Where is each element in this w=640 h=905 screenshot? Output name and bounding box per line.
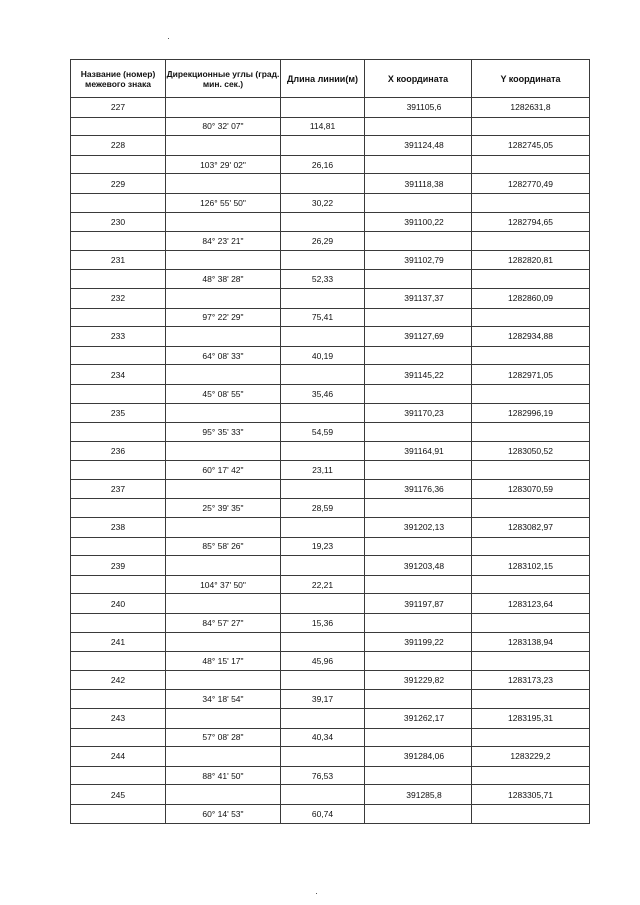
mark-name-cell-empty (71, 728, 166, 747)
mark-name-cell-empty (71, 575, 166, 594)
mark-name-cell-empty (71, 117, 166, 136)
table-row-segment (71, 728, 590, 747)
direction-angle-cell: 85° 58' 26" (166, 537, 281, 556)
direction-angle-cell: 103° 29' 02" (166, 155, 281, 174)
line-length-cell: 114,81 (281, 117, 365, 136)
x-coordinate-cell: 391127,69 (365, 327, 472, 347)
line-length-cell: 26,29 (281, 232, 365, 251)
y-coordinate-cell: 1282770,49 (472, 174, 590, 194)
line-length-cell: 15,36 (281, 614, 365, 633)
table-row-segment (71, 155, 590, 174)
mark-name-cell: 239 (71, 556, 166, 576)
table-row-mark (71, 403, 590, 423)
y-coordinate-cell-empty (472, 384, 590, 403)
x-coordinate-cell: 391170,23 (365, 403, 472, 423)
x-coordinate-cell: 391197,87 (365, 594, 472, 614)
y-coordinate-cell-empty (472, 575, 590, 594)
y-coordinate-cell: 1283070,59 (472, 479, 590, 499)
x-coordinate-cell-empty (365, 804, 472, 823)
mark-name-cell: 235 (71, 403, 166, 423)
line-length-cell: 40,19 (281, 346, 365, 365)
table-row-mark (71, 250, 590, 270)
length-cell-empty (281, 518, 365, 538)
header-x-coordinate: X координата (365, 60, 472, 98)
line-length-cell: 19,23 (281, 537, 365, 556)
y-coordinate-cell-empty (472, 270, 590, 289)
direction-angle-cell: 84° 23' 21" (166, 232, 281, 251)
x-coordinate-cell: 391284,06 (365, 747, 472, 767)
line-length-cell: 30,22 (281, 193, 365, 212)
table-row-mark (71, 288, 590, 308)
y-coordinate-cell: 1282745,05 (472, 136, 590, 156)
x-coordinate-cell-empty (365, 499, 472, 518)
length-cell-empty (281, 403, 365, 423)
x-coordinate-cell: 391118,38 (365, 174, 472, 194)
x-coordinate-cell: 391203,48 (365, 556, 472, 576)
mark-name-cell-empty (71, 804, 166, 823)
table-row-mark (71, 556, 590, 576)
x-coordinate-cell-empty (365, 384, 472, 403)
table-row-mark (71, 327, 590, 347)
x-coordinate-cell: 391102,79 (365, 250, 472, 270)
y-coordinate-cell: 1282794,65 (472, 212, 590, 232)
line-length-cell: 76,53 (281, 766, 365, 785)
table-row-segment (71, 537, 590, 556)
direction-angle-cell: 60° 17' 42" (166, 461, 281, 480)
line-length-cell: 40,34 (281, 728, 365, 747)
length-cell-empty (281, 365, 365, 385)
mark-name-cell-empty (71, 461, 166, 480)
direction-angle-cell: 84° 57' 27" (166, 614, 281, 633)
mark-name-cell-empty (71, 346, 166, 365)
length-cell-empty (281, 594, 365, 614)
line-length-cell: 54,59 (281, 423, 365, 442)
table-row-segment (71, 270, 590, 289)
length-cell-empty (281, 785, 365, 805)
table-row-segment (71, 423, 590, 442)
scan-speck (168, 38, 169, 39)
mark-name-cell: 244 (71, 747, 166, 767)
header-line-length: Длина линии(м) (281, 60, 365, 98)
angle-cell-empty (166, 403, 281, 423)
table-row-mark (71, 365, 590, 385)
table-row-mark (71, 441, 590, 461)
angle-cell-empty (166, 136, 281, 156)
y-coordinate-cell: 1283082,97 (472, 518, 590, 538)
angle-cell-empty (166, 288, 281, 308)
angle-cell-empty (166, 365, 281, 385)
angle-cell-empty (166, 709, 281, 729)
length-cell-empty (281, 670, 365, 690)
x-coordinate-cell: 391285,8 (365, 785, 472, 805)
length-cell-empty (281, 136, 365, 156)
header-y-coordinate: Y координата (472, 60, 590, 98)
angle-cell-empty (166, 785, 281, 805)
direction-angle-cell: 104° 37' 50" (166, 575, 281, 594)
table-row-segment (71, 499, 590, 518)
y-coordinate-cell: 1283102,15 (472, 556, 590, 576)
mark-name-cell: 231 (71, 250, 166, 270)
table-row-segment (71, 690, 590, 709)
mark-name-cell-empty (71, 766, 166, 785)
mark-name-cell: 228 (71, 136, 166, 156)
y-coordinate-cell-empty (472, 155, 590, 174)
table-row-mark (71, 98, 590, 118)
y-coordinate-cell-empty (472, 766, 590, 785)
direction-angle-cell: 25° 39' 35" (166, 499, 281, 518)
mark-name-cell: 238 (71, 518, 166, 538)
x-coordinate-cell-empty (365, 690, 472, 709)
table-row-segment (71, 346, 590, 365)
table-row-segment (71, 614, 590, 633)
angle-cell-empty (166, 250, 281, 270)
y-coordinate-cell: 1283305,71 (472, 785, 590, 805)
angle-cell-empty (166, 327, 281, 347)
y-coordinate-cell-empty (472, 728, 590, 747)
line-length-cell: 35,46 (281, 384, 365, 403)
table-row-segment (71, 652, 590, 671)
length-cell-empty (281, 632, 365, 652)
direction-angle-cell: 48° 15' 17" (166, 652, 281, 671)
angle-cell-empty (166, 747, 281, 767)
length-cell-empty (281, 174, 365, 194)
y-coordinate-cell-empty (472, 690, 590, 709)
length-cell-empty (281, 709, 365, 729)
mark-name-cell: 245 (71, 785, 166, 805)
x-coordinate-cell: 391262,17 (365, 709, 472, 729)
direction-angle-cell: 64° 08' 33" (166, 346, 281, 365)
mark-name-cell-empty (71, 232, 166, 251)
length-cell-empty (281, 288, 365, 308)
angle-cell-empty (166, 670, 281, 690)
mark-name-cell: 233 (71, 327, 166, 347)
line-length-cell: 52,33 (281, 270, 365, 289)
line-length-cell: 22,21 (281, 575, 365, 594)
mark-name-cell: 229 (71, 174, 166, 194)
direction-angle-cell: 97° 22' 29" (166, 308, 281, 327)
x-coordinate-cell-empty (365, 346, 472, 365)
direction-angle-cell: 88° 41' 50" (166, 766, 281, 785)
direction-angle-cell: 57° 08' 28" (166, 728, 281, 747)
x-coordinate-cell-empty (365, 270, 472, 289)
direction-angle-cell: 45° 08' 55" (166, 384, 281, 403)
boundary-coordinates-table (70, 59, 590, 824)
x-coordinate-cell: 391105,6 (365, 98, 472, 118)
y-coordinate-cell: 1282860,09 (472, 288, 590, 308)
length-cell-empty (281, 212, 365, 232)
x-coordinate-cell-empty (365, 537, 472, 556)
mark-name-cell-empty (71, 270, 166, 289)
angle-cell-empty (166, 556, 281, 576)
angle-cell-empty (166, 212, 281, 232)
y-coordinate-cell-empty (472, 652, 590, 671)
mark-name-cell-empty (71, 308, 166, 327)
y-coordinate-cell-empty (472, 232, 590, 251)
mark-name-cell: 241 (71, 632, 166, 652)
direction-angle-cell: 80° 32' 07" (166, 117, 281, 136)
y-coordinate-cell-empty (472, 346, 590, 365)
line-length-cell: 75,41 (281, 308, 365, 327)
table-row-mark (71, 136, 590, 156)
line-length-cell: 60,74 (281, 804, 365, 823)
table-row-segment (71, 461, 590, 480)
y-coordinate-cell: 1282996,19 (472, 403, 590, 423)
mark-name-cell-empty (71, 423, 166, 442)
angle-cell-empty (166, 174, 281, 194)
angle-cell-empty (166, 441, 281, 461)
table-row-mark (71, 212, 590, 232)
table-row-segment (71, 804, 590, 823)
table-row-mark (71, 670, 590, 690)
x-coordinate-cell: 391229,82 (365, 670, 472, 690)
table-row-mark (71, 174, 590, 194)
table-row-segment (71, 232, 590, 251)
y-coordinate-cell-empty (472, 499, 590, 518)
x-coordinate-cell: 391202,13 (365, 518, 472, 538)
line-length-cell: 26,16 (281, 155, 365, 174)
line-length-cell: 28,59 (281, 499, 365, 518)
header-direction-angle: Дирекционные углы (град. мин. сек.) (166, 60, 281, 98)
direction-angle-cell: 95° 35' 33" (166, 423, 281, 442)
y-coordinate-cell-empty (472, 193, 590, 212)
mark-name-cell: 230 (71, 212, 166, 232)
table-header (71, 60, 590, 98)
mark-name-cell-empty (71, 652, 166, 671)
x-coordinate-cell: 391199,22 (365, 632, 472, 652)
y-coordinate-cell-empty (472, 117, 590, 136)
table-row-segment (71, 766, 590, 785)
mark-name-cell-empty (71, 690, 166, 709)
y-coordinate-cell-empty (472, 804, 590, 823)
x-coordinate-cell: 391100,22 (365, 212, 472, 232)
table-row-mark (71, 594, 590, 614)
line-length-cell: 23,11 (281, 461, 365, 480)
mark-name-cell-empty (71, 193, 166, 212)
x-coordinate-cell-empty (365, 652, 472, 671)
direction-angle-cell: 126° 55' 50" (166, 193, 281, 212)
x-coordinate-cell: 391164,91 (365, 441, 472, 461)
mark-name-cell: 234 (71, 365, 166, 385)
y-coordinate-cell: 1282934,88 (472, 327, 590, 347)
y-coordinate-cell: 1283195,31 (472, 709, 590, 729)
table-row-segment (71, 117, 590, 136)
table-row-mark (71, 479, 590, 499)
mark-name-cell: 240 (71, 594, 166, 614)
direction-angle-cell: 48° 38' 28" (166, 270, 281, 289)
length-cell-empty (281, 327, 365, 347)
x-coordinate-cell-empty (365, 193, 472, 212)
angle-cell-empty (166, 518, 281, 538)
angle-cell-empty (166, 632, 281, 652)
x-coordinate-cell-empty (365, 614, 472, 633)
x-coordinate-cell: 391137,37 (365, 288, 472, 308)
y-coordinate-cell-empty (472, 423, 590, 442)
y-coordinate-cell: 1282971,05 (472, 365, 590, 385)
x-coordinate-cell-empty (365, 766, 472, 785)
y-coordinate-cell-empty (472, 308, 590, 327)
mark-name-cell-empty (71, 155, 166, 174)
scan-speck (316, 893, 317, 894)
y-coordinate-cell: 1283050,52 (472, 441, 590, 461)
direction-angle-cell: 34° 18' 54" (166, 690, 281, 709)
length-cell-empty (281, 556, 365, 576)
y-coordinate-cell-empty (472, 461, 590, 480)
y-coordinate-cell: 1283123,64 (472, 594, 590, 614)
table-row-segment (71, 384, 590, 403)
x-coordinate-cell-empty (365, 117, 472, 136)
x-coordinate-cell-empty (365, 461, 472, 480)
table-row-segment (71, 193, 590, 212)
length-cell-empty (281, 479, 365, 499)
y-coordinate-cell: 1282631,8 (472, 98, 590, 118)
table-row-mark (71, 785, 590, 805)
mark-name-cell-empty (71, 614, 166, 633)
x-coordinate-cell-empty (365, 423, 472, 442)
mark-name-cell: 227 (71, 98, 166, 118)
angle-cell-empty (166, 479, 281, 499)
table-body (71, 98, 590, 824)
x-coordinate-cell-empty (365, 308, 472, 327)
length-cell-empty (281, 747, 365, 767)
angle-cell-empty (166, 98, 281, 118)
table-row-mark (71, 747, 590, 767)
x-coordinate-cell: 391124,48 (365, 136, 472, 156)
table-row-segment (71, 575, 590, 594)
y-coordinate-cell-empty (472, 537, 590, 556)
angle-cell-empty (166, 594, 281, 614)
x-coordinate-cell: 391176,36 (365, 479, 472, 499)
x-coordinate-cell-empty (365, 155, 472, 174)
table-row-segment (71, 308, 590, 327)
mark-name-cell: 242 (71, 670, 166, 690)
y-coordinate-cell: 1282820,81 (472, 250, 590, 270)
length-cell-empty (281, 441, 365, 461)
length-cell-empty (281, 250, 365, 270)
line-length-cell: 45,96 (281, 652, 365, 671)
header-mark-name: Название (номер) межевого знака (71, 60, 166, 98)
y-coordinate-cell: 1283173,23 (472, 670, 590, 690)
x-coordinate-cell-empty (365, 232, 472, 251)
direction-angle-cell: 60° 14' 53" (166, 804, 281, 823)
x-coordinate-cell-empty (365, 575, 472, 594)
mark-name-cell-empty (71, 499, 166, 518)
mark-name-cell: 232 (71, 288, 166, 308)
y-coordinate-cell: 1283138,94 (472, 632, 590, 652)
x-coordinate-cell: 391145,22 (365, 365, 472, 385)
mark-name-cell-empty (71, 384, 166, 403)
table-row-mark (71, 632, 590, 652)
x-coordinate-cell-empty (365, 728, 472, 747)
table-row-mark (71, 518, 590, 538)
y-coordinate-cell: 1283229,2 (472, 747, 590, 767)
mark-name-cell: 237 (71, 479, 166, 499)
header-row (71, 60, 590, 98)
mark-name-cell-empty (71, 537, 166, 556)
length-cell-empty (281, 98, 365, 118)
line-length-cell: 39,17 (281, 690, 365, 709)
table-row-mark (71, 709, 590, 729)
mark-name-cell: 243 (71, 709, 166, 729)
boundary-coordinates-sheet (70, 59, 589, 847)
mark-name-cell: 236 (71, 441, 166, 461)
y-coordinate-cell-empty (472, 614, 590, 633)
